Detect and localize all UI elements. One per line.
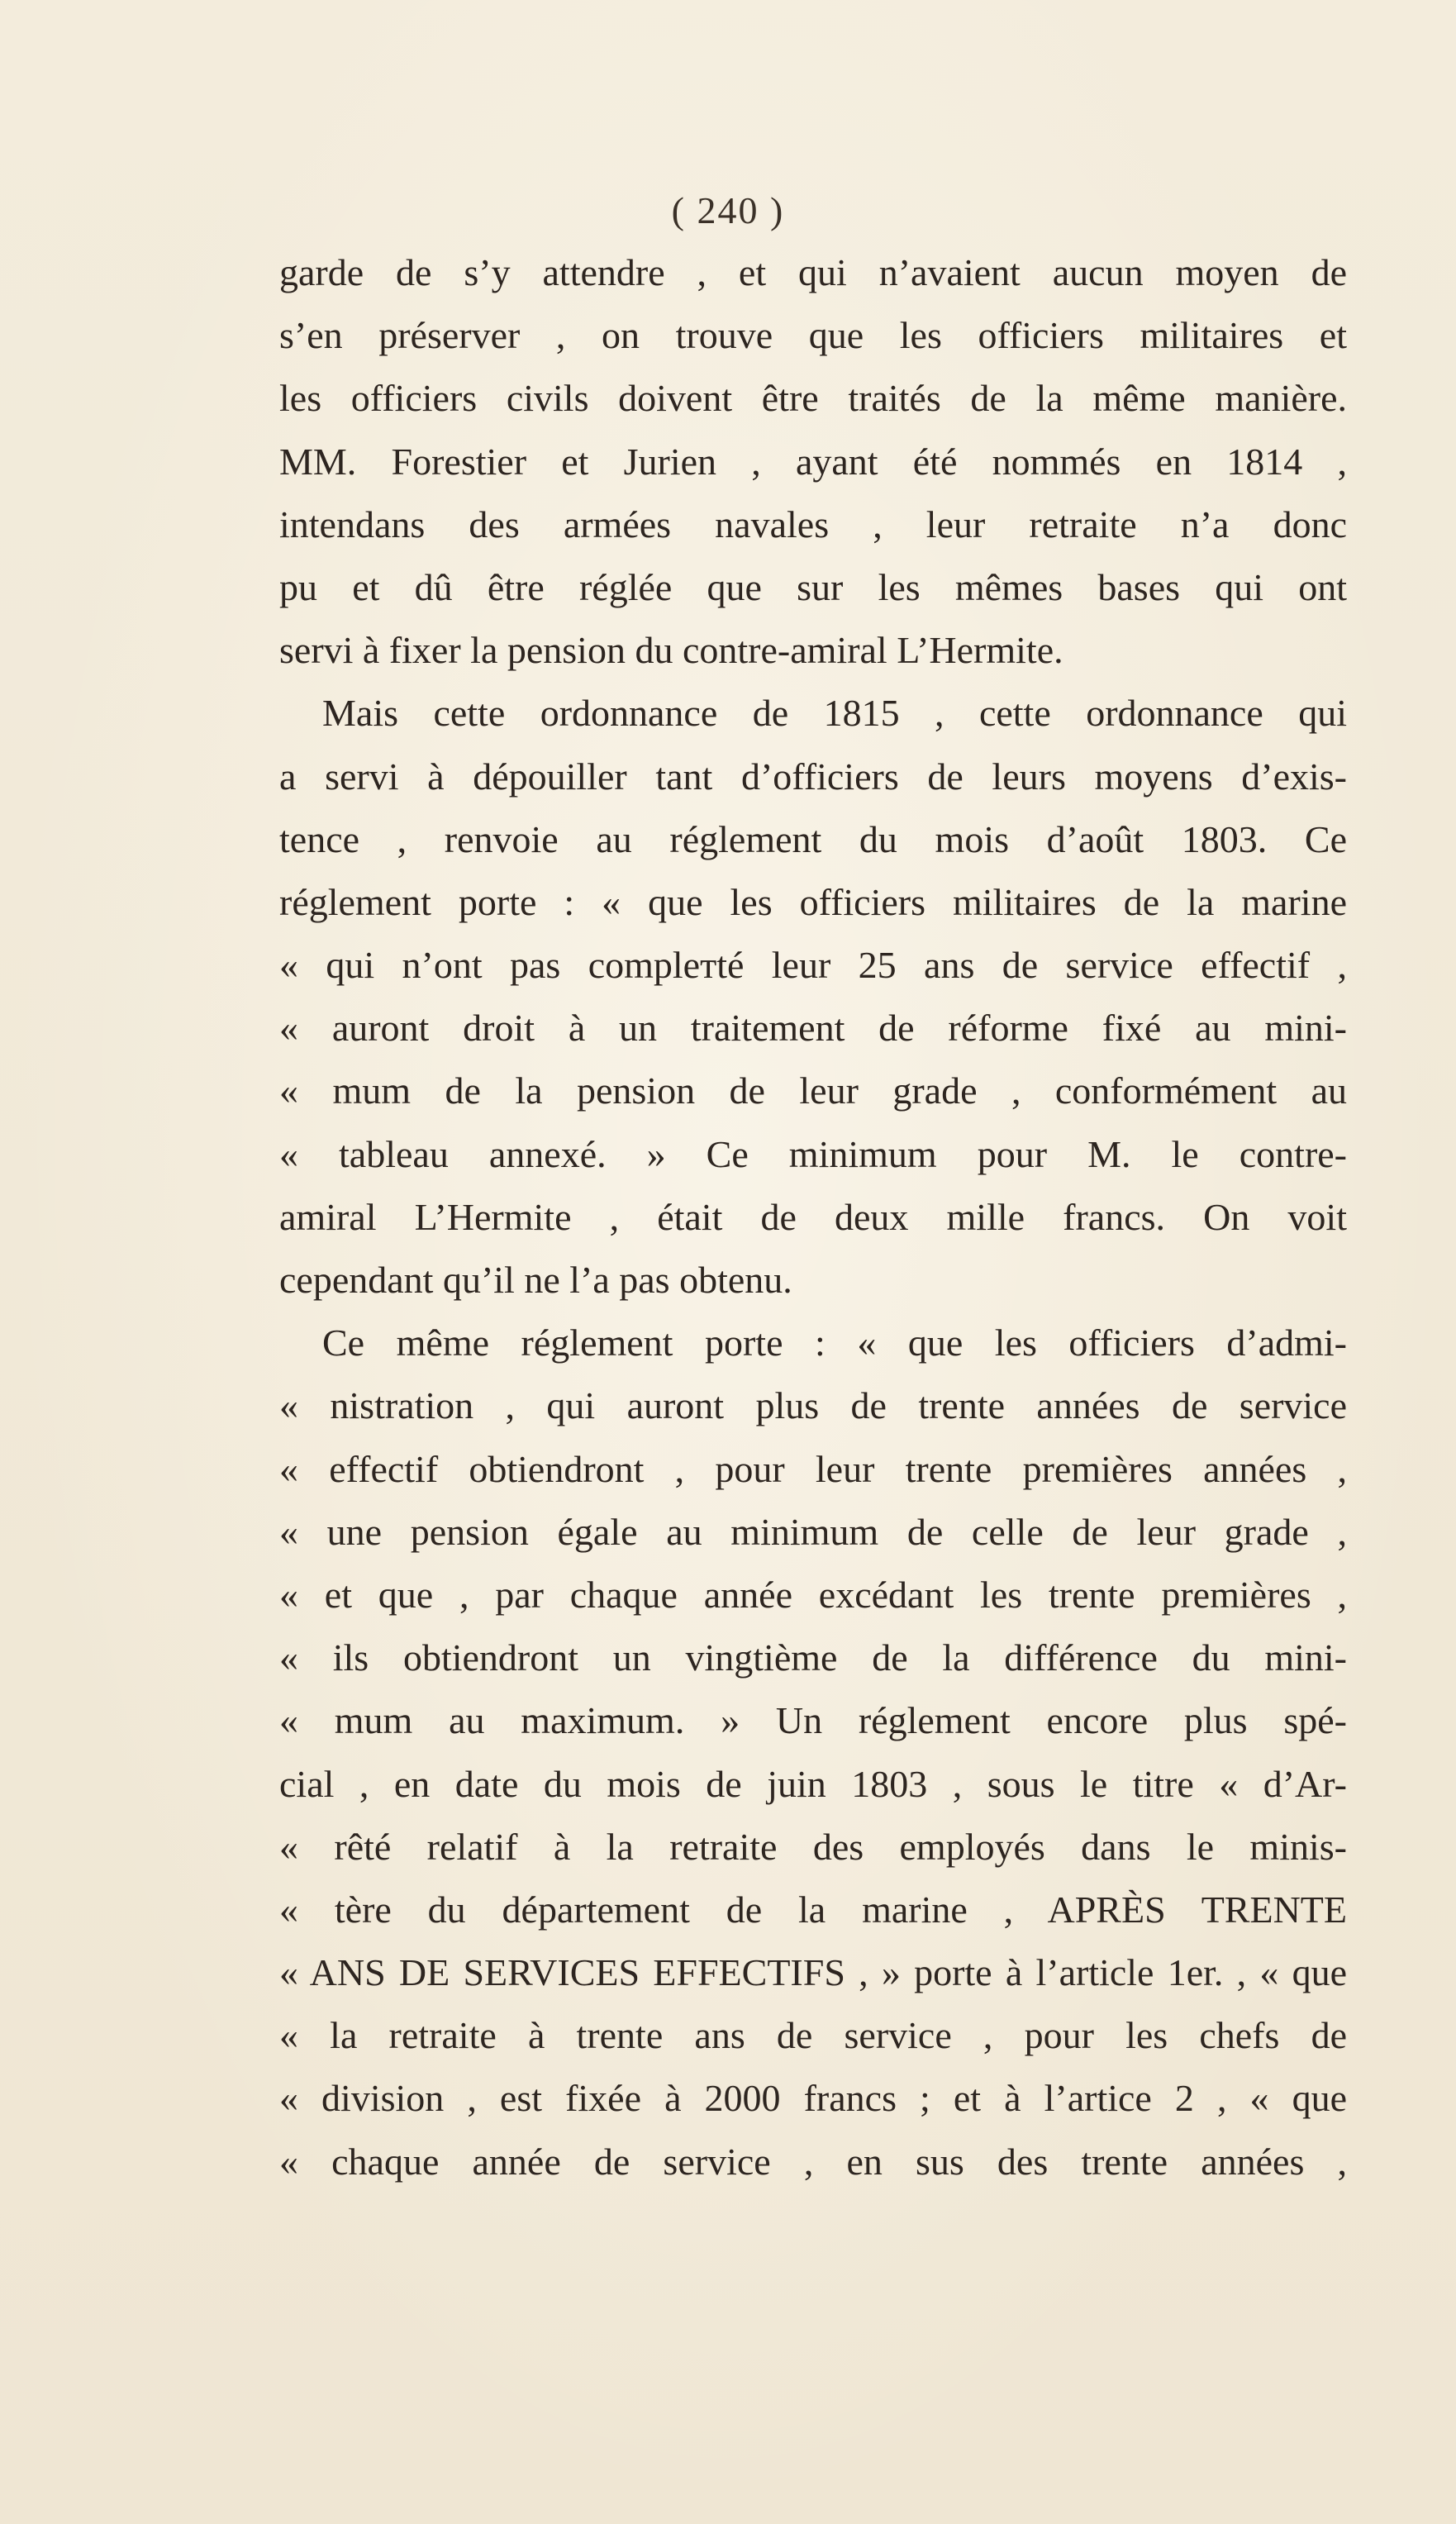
text-line: cial , en date du mois de juin 1803 , sous le titre « d’Ar- [279,1762,1347,1805]
text-line: Ce même réglement porte : « que les officiers d’admi- [322,1322,1347,1364]
text-line: pu et dû être réglée que sur les mêmes bases qui ont [279,565,1347,608]
text-line: « division , est fixée à 2000 francs ; et à l’artice 2 , « que [279,2077,1347,2120]
text-line: intendans des armées navales , leur retraite n’a donc [279,502,1347,545]
text-line: « tableau annexé. » Ce minimum pour M. le contre- [279,1132,1347,1175]
text-line: cependant qu’il ne l’a pas obtenu. [279,1259,792,1301]
text-line: « nistration , qui auront plus de trente années de service [279,1384,1347,1427]
text-line: « tère du département de la marine , APRÈS TRENTE [279,1888,1347,1931]
text-line: « qui n’ont pas complетté leur 25 ans de service effectif , [279,944,1347,987]
text-line: « et que , par chaque année excédant les trente premières , [279,1573,1347,1616]
text-line: s’en préserver , on trouve que les officiers militaires et [279,314,1347,357]
text-line: réglement porte : « que les officiers militaires de la marine [279,880,1347,923]
text-line: « une pension égale au minimum de celle de leur grade , [279,1510,1347,1553]
text-line: « rêté relatif à la retraite des employés dans le minis- [279,1825,1347,1868]
text-line: tence , renvoie au réglement du mois d’août 1803. Ce [279,817,1347,860]
text-line: « chaque année de service , en sus des trente années , [279,2140,1347,2183]
body-text [279,241,1347,2193]
text-line: MM. Forestier et Jurien , ayant été nommés en 1814 , [279,440,1347,483]
text-line: « mum de la pension de leur grade , conformément au [279,1069,1347,1112]
text-line: Mais cette ordonnance de 1815 , cette ordonnance qui [322,692,1347,735]
text-line: « ANS DE SERVICES EFFECTIFS , » porte à l’article 1er. , « que [279,1951,1347,1994]
text-line: « la retraite à trente ans de service , pour les chefs de [279,2014,1347,2057]
text-line: garde de s’y attendre , et qui n’avaient aucun moyen de [279,251,1347,293]
page-number: ( 240 ) [671,189,785,231]
text-line: servi à fixer la pension du contre-amiral L’Hermite. [279,629,1063,672]
text-line: a servi à dépouiller tant d’officiers de leurs moyens d’exis- [279,755,1347,798]
text-line: amiral L’Hermite , était de deux mille francs. On voit [279,1195,1347,1238]
text-line: « ils obtiendront un vingtième de la différence du mini- [279,1636,1347,1679]
text-line: « effectif obtiendront , pour leur trente premières années , [279,1447,1347,1490]
text-line: les officiers civils doivent être traités de la même manière. [279,377,1347,420]
text-line: « auront droit à un traitement de réforme fixé au mini- [279,1007,1347,1050]
text-line: « mum au maximum. » Un réglement encore plus spé- [279,1699,1347,1742]
